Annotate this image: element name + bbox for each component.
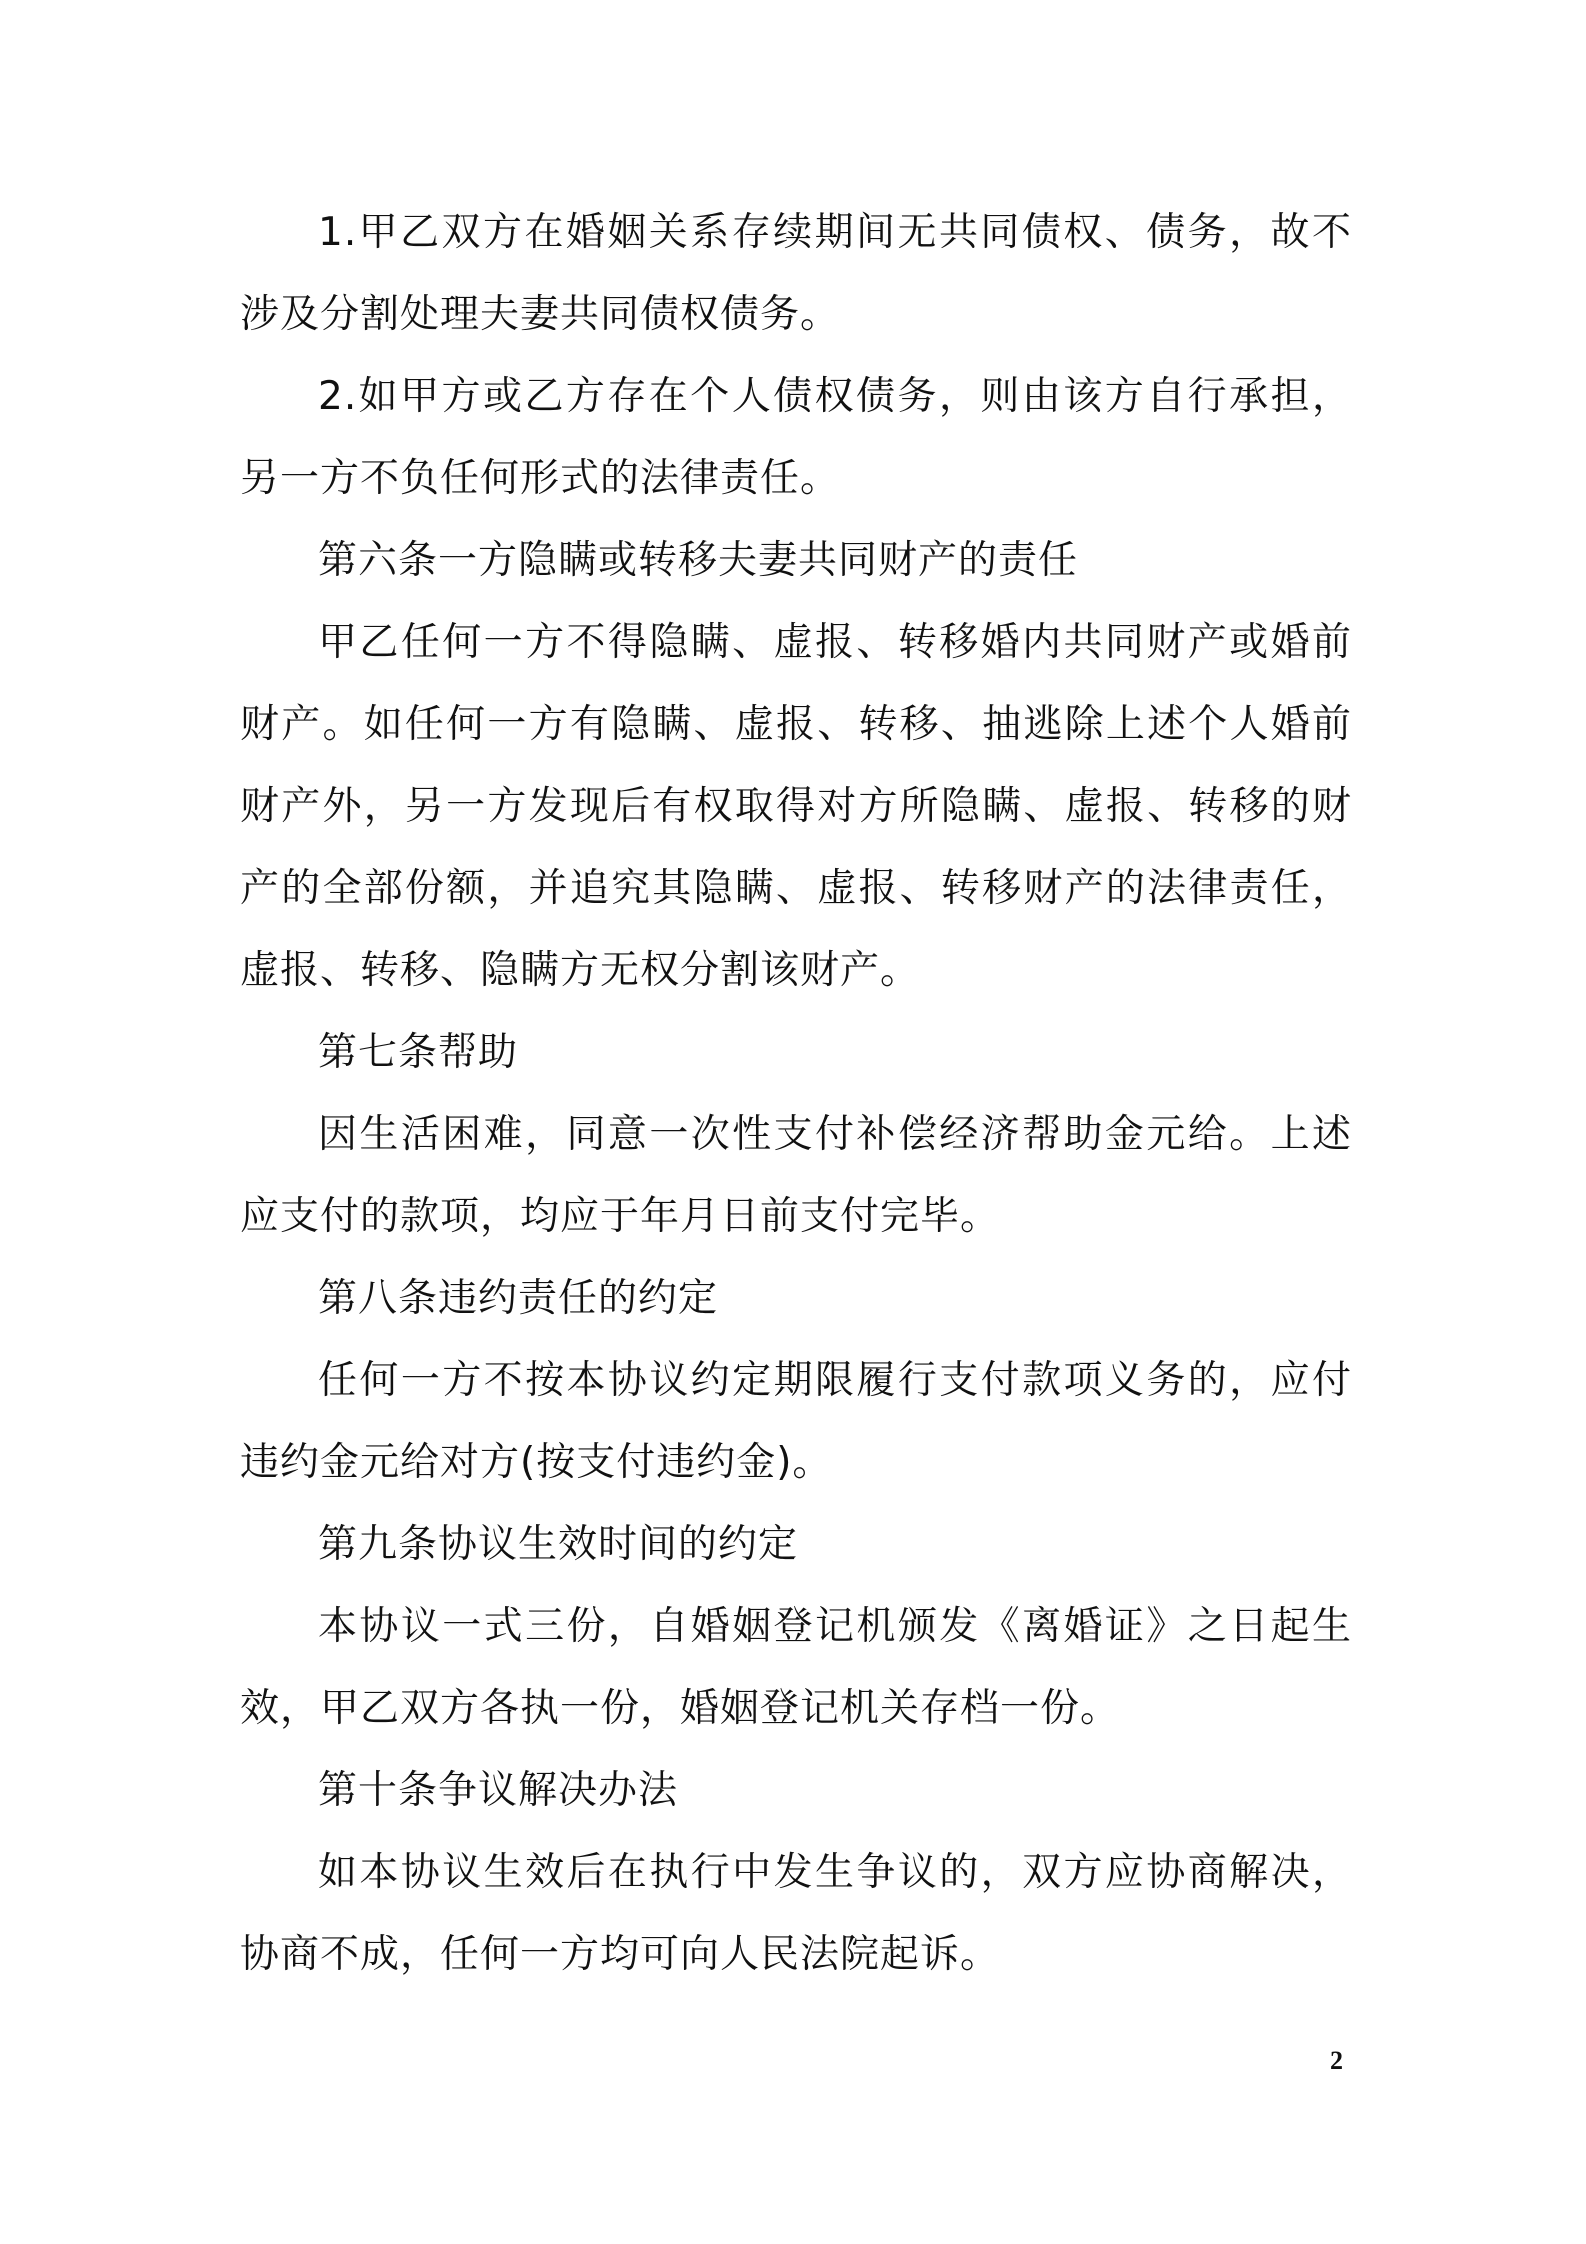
article-7-body: 因生活困难，同意一次性支付补偿经济帮助金元给。上述应支付的款项，均应于年月日前支付完毕。 bbox=[240, 1112, 1352, 1239]
article-6-heading: 第六条一方隐瞒或转移夫妻共同财产的责任 bbox=[318, 538, 1079, 583]
article-6-body: 甲乙任何一方不得隐瞒、虚报、转移婚内共同财产或婚前财产。如任何一方有隐瞒、虚报、转移、抽逃除上述个人婚前财产外，另一方发现后有权取得对方所隐瞒、虚报、转移的财产的全部份额，并追究其隐瞒、虚报、转移财产的法律责任，虚报、转移、隐瞒方无权分割该财产。 bbox=[240, 620, 1352, 993]
article-9-body: 本协议一式三份，自婚姻登记机颁发《离婚证》之日起生效，甲乙双方各执一份，婚姻登记机关存档一份。 bbox=[240, 1604, 1352, 1731]
article-10-body: 如本协议生效后在执行中发生争议的，双方应协商解决，协商不成，任何一方均可向人民法院起诉。 bbox=[240, 1850, 1352, 1977]
page-number: 2 bbox=[1330, 2046, 1343, 2075]
article-8-body: 任何一方不按本协议约定期限履行支付款项义务的，应付违约金元给对方(按支付违约金)。 bbox=[240, 1358, 1352, 1485]
article-7-heading: 第七条帮助 bbox=[318, 1030, 519, 1075]
document-body bbox=[240, 192, 1352, 1996]
article-8-heading: 第八条违约责任的约定 bbox=[318, 1276, 719, 1321]
clause-debt-none: 1.甲乙双方在婚姻关系存续期间无共同债权、债务，故不涉及分割处理夫妻共同债权债务。 bbox=[240, 210, 1352, 337]
article-9-heading: 第九条协议生效时间的约定 bbox=[318, 1522, 799, 1567]
article-10-heading: 第十条争议解决办法 bbox=[318, 1768, 679, 1813]
clause-debt-personal: 2.如甲方或乙方存在个人债权债务，则由该方自行承担，另一方不负任何形式的法律责任。 bbox=[240, 374, 1352, 501]
